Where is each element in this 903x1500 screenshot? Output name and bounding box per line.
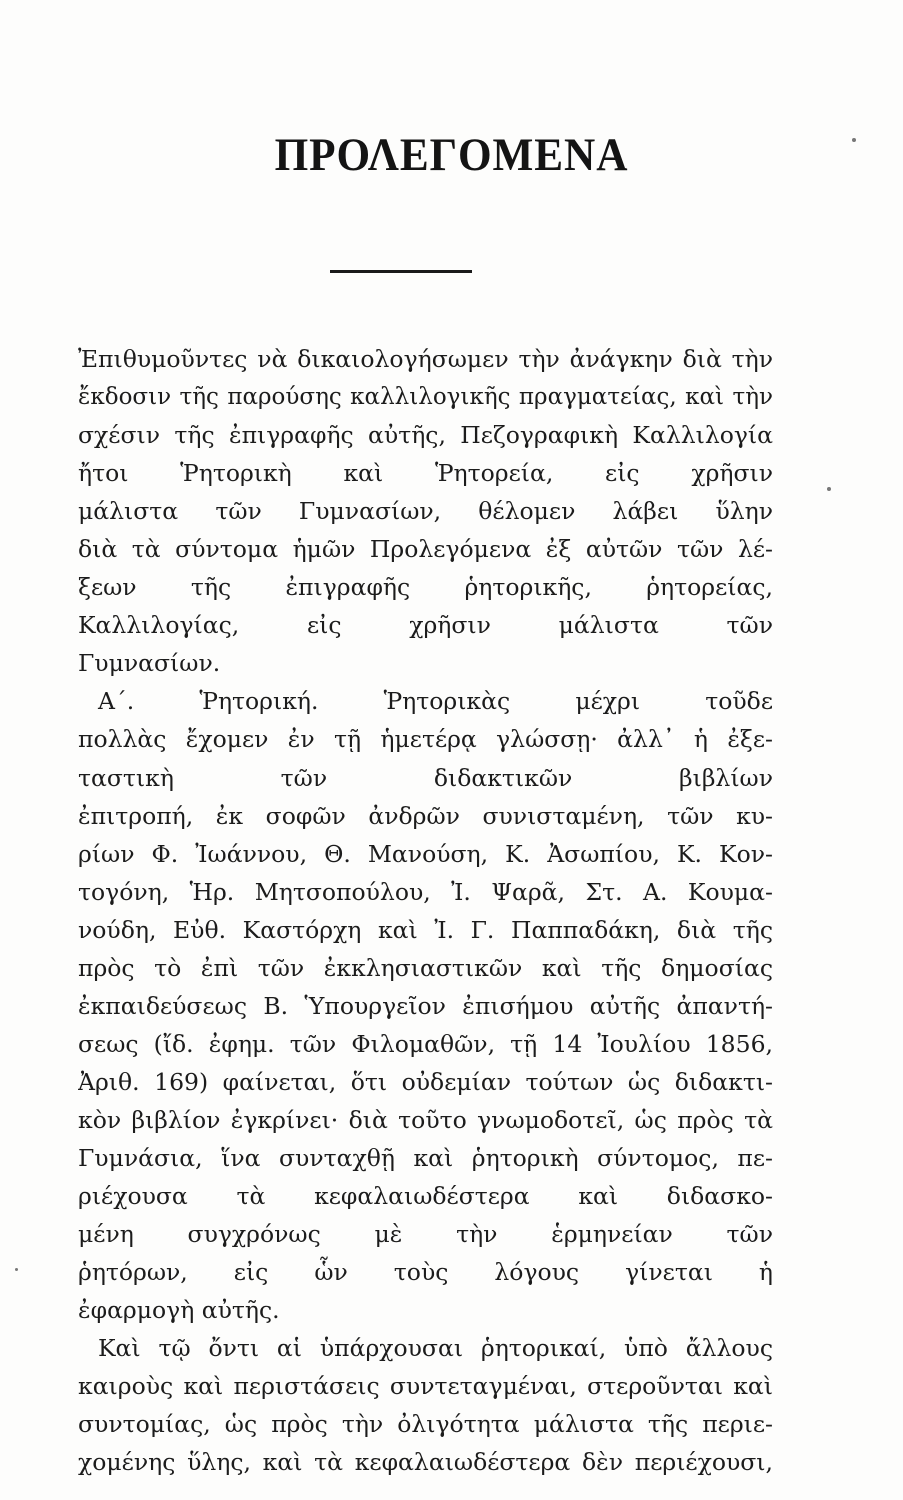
margin-speck bbox=[852, 138, 856, 142]
margin-speck bbox=[15, 1268, 18, 1271]
body-text bbox=[78, 340, 773, 1481]
text-line: ρίων Φ. Ἰωάννου, Θ. Μανούση, Κ. Ἀσωπίου, Κ. Κον- bbox=[78, 839, 773, 868]
text-line: μάλιστα τῶν Γυμνασίων, θέλομεν λάβει ὕλην bbox=[78, 497, 773, 526]
title-rule bbox=[330, 270, 472, 273]
text-line: χομένης ὕλης, καὶ τὰ κεφαλαιωδέστερα δὲν περιέχουσι, bbox=[78, 1448, 773, 1477]
text-line: ταστικὴ τῶν διδακτικῶν βιβλίων bbox=[78, 763, 773, 792]
text-line: καιροὺς καὶ περιστάσεις συντεταγμέναι, στεροῦνται καὶ bbox=[78, 1372, 773, 1401]
text-line: συντομίας, ὡς πρὸς τὴν ὀλιγότητα μάλιστα τῆς περιε- bbox=[78, 1410, 773, 1439]
text-line: ἐκπαιδεύσεως Β. Ὑπουργεῖον ἐπισήμου αὐτῆς ἀπαντή- bbox=[78, 991, 773, 1020]
text-line: Καλλιλογίας, εἰς χρῆσιν μάλιστα τῶν bbox=[78, 611, 773, 640]
text-line: διὰ τὰ σύντομα ἡμῶν Προλεγόμενα ἐξ αὐτῶν τῶν λέ- bbox=[78, 535, 773, 564]
text-line: Γυμνάσια, ἵνα συνταχθῇ καὶ ῥητορικὴ σύντομος, πε- bbox=[78, 1143, 773, 1172]
text-line: ἔκδοσιν τῆς παρούσης καλλιλογικῆς πραγματείας, καὶ τὴν bbox=[78, 384, 773, 411]
text-line: Καὶ τῷ ὄντι αἱ ὑπάρχουσαι ῥητορικαί, ὑπὸ ἄλλους bbox=[98, 1334, 773, 1363]
text-line: ἐφαρμογὴ αὐτῆς. bbox=[78, 1296, 280, 1325]
text-line: τογόνη, Ἡρ. Μητσοπούλου, Ἰ. Ψαρᾶ, Στ. Α. Κουμα- bbox=[78, 877, 773, 906]
section-heading-line: Α΄. Ῥητορική. Ῥητορικὰς μέχρι τοῦδε bbox=[98, 687, 773, 716]
text-line: Ἀριθ. 169) φαίνεται, ὅτι οὐδεμίαν τούτων ὡς διδακτι- bbox=[78, 1067, 773, 1096]
text-line: ῥητόρων, εἰς ὧν τοὺς λόγους γίνεται ἡ bbox=[78, 1258, 773, 1287]
text-line: ξεων τῆς ἐπιγραφῆς ῥητορικῆς, ῥητορείας, bbox=[78, 573, 773, 602]
text-line: μένη συγχρόνως μὲ τὴν ἑρμηνείαν τῶν bbox=[78, 1220, 773, 1249]
text-line: Ἐπιθυμοῦντες νὰ δικαιολογήσωμεν τὴν ἀνάγκην διὰ τὴν bbox=[78, 345, 773, 373]
text-line: κὸν βιβλίον ἐγκρίνει· διὰ τοῦτο γνωμοδοτεῖ, ὡς πρὸς τὰ bbox=[78, 1105, 773, 1134]
page-title: ΠΡΟΛΕΓΟΜΕΝΑ bbox=[274, 129, 629, 181]
text-line: ἤτοι Ῥητορικὴ καὶ Ῥητορεία, εἰς χρῆσιν bbox=[78, 459, 773, 488]
text-line: ριέχουσα τὰ κεφαλαιωδέστερα καὶ διδασκο- bbox=[78, 1182, 773, 1211]
text-line: πολλὰς ἔχομεν ἐν τῇ ἡμετέρᾳ γλώσσῃ· ἀλλ᾽ ἡ ἐξε- bbox=[78, 725, 773, 754]
text-line: ἐπιτροπή, ἐκ σοφῶν ἀνδρῶν συνισταμένη, τῶν κυ- bbox=[78, 801, 773, 830]
text-line: σεως (ἴδ. ἐφημ. τῶν Φιλομαθῶν, τῇ 14 Ἰουλίου 1856, bbox=[78, 1029, 773, 1058]
text-line: Γυμνασίων. bbox=[78, 649, 221, 678]
text-line: νούδη, Εὐθ. Καστόρχη καὶ Ἰ. Γ. Παππαδάκη, διὰ τῆς bbox=[78, 915, 773, 944]
text-line: πρὸς τὸ ἐπὶ τῶν ἐκκλησιαστικῶν καὶ τῆς δημοσίας bbox=[78, 953, 773, 982]
text-line: σχέσιν τῆς ἐπιγραφῆς αὐτῆς, Πεζογραφικὴ Καλλιλογία bbox=[78, 421, 773, 450]
margin-speck bbox=[827, 487, 831, 491]
